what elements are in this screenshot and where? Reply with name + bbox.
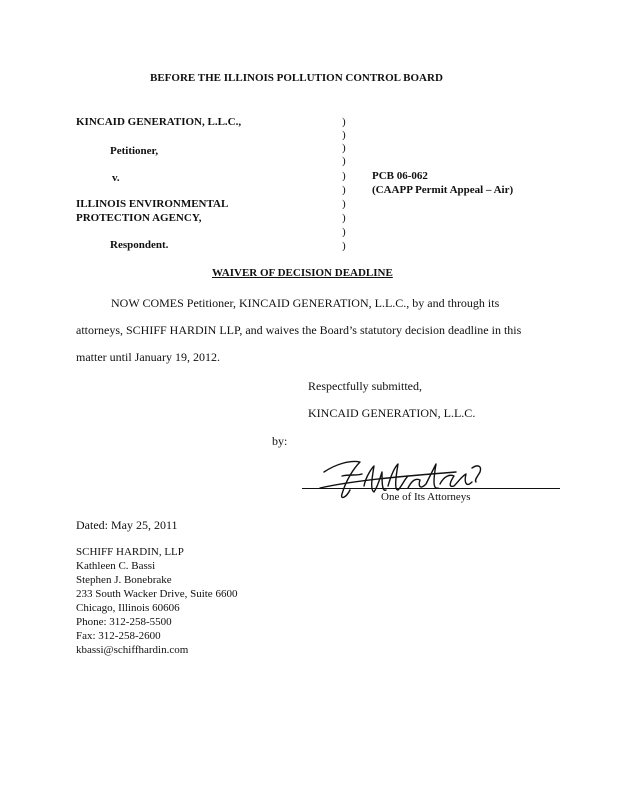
caption-paren: ): [342, 212, 346, 224]
petitioner-name: KINCAID GENERATION, L.L.C.,: [76, 116, 242, 128]
firm-email: kbassi@schiffhardin.com: [76, 644, 189, 656]
respondent-role: Respondent.: [110, 239, 169, 251]
body-line-1: NOW COMES Petitioner, KINCAID GENERATION, L.L.C., by and through its: [111, 296, 500, 310]
caption-paren: ): [342, 170, 346, 182]
firm-fax: Fax: 312-258-2600: [76, 630, 161, 642]
attorney-name: Kathleen C. Bassi: [76, 560, 156, 572]
body-line-2: attorneys, SCHIFF HARDIN LLP, and waives the Board’s statutory decision deadline in this: [76, 323, 522, 337]
by-label: by:: [272, 434, 288, 448]
respectfully-submitted: Respectfully submitted,: [308, 379, 422, 393]
respondent-name-line1: ILLINOIS ENVIRONMENTAL: [76, 198, 229, 210]
caption-paren: ): [342, 155, 346, 167]
firm-phone: Phone: 312-258-5500: [76, 616, 172, 628]
caption-paren: ): [342, 142, 346, 154]
firm-name: SCHIFF HARDIN, LLP: [76, 546, 184, 558]
date-line: Dated: May 25, 2011: [76, 518, 178, 532]
caption-paren: ): [342, 184, 346, 196]
body-line-3: matter until January 19, 2012.: [76, 350, 220, 364]
caption-paren: ): [342, 198, 346, 210]
caption-paren: ): [342, 116, 346, 128]
respondent-name-line2: PROTECTION AGENCY,: [76, 212, 202, 224]
petitioner-role: Petitioner,: [110, 145, 159, 157]
document-title: WAIVER OF DECISION DEADLINE: [212, 267, 393, 279]
party-name: KINCAID GENERATION, L.L.C.: [308, 406, 476, 420]
firm-address: 233 South Wacker Drive, Suite 6600: [76, 588, 238, 600]
case-type: (CAAPP Permit Appeal – Air): [372, 184, 514, 196]
versus-label: v.: [112, 172, 120, 184]
caption-paren: ): [342, 129, 346, 141]
signature-caption: One of Its Attorneys: [381, 491, 471, 503]
document-header: BEFORE THE ILLINOIS POLLUTION CONTROL BOARD: [150, 72, 443, 84]
caption-paren: ): [342, 226, 346, 238]
signature-line: [302, 488, 560, 489]
attorney-name: Stephen J. Bonebrake: [76, 574, 172, 586]
caption-paren: ): [342, 240, 346, 252]
case-number: PCB 06-062: [372, 170, 428, 182]
firm-city: Chicago, Illinois 60606: [76, 602, 180, 614]
